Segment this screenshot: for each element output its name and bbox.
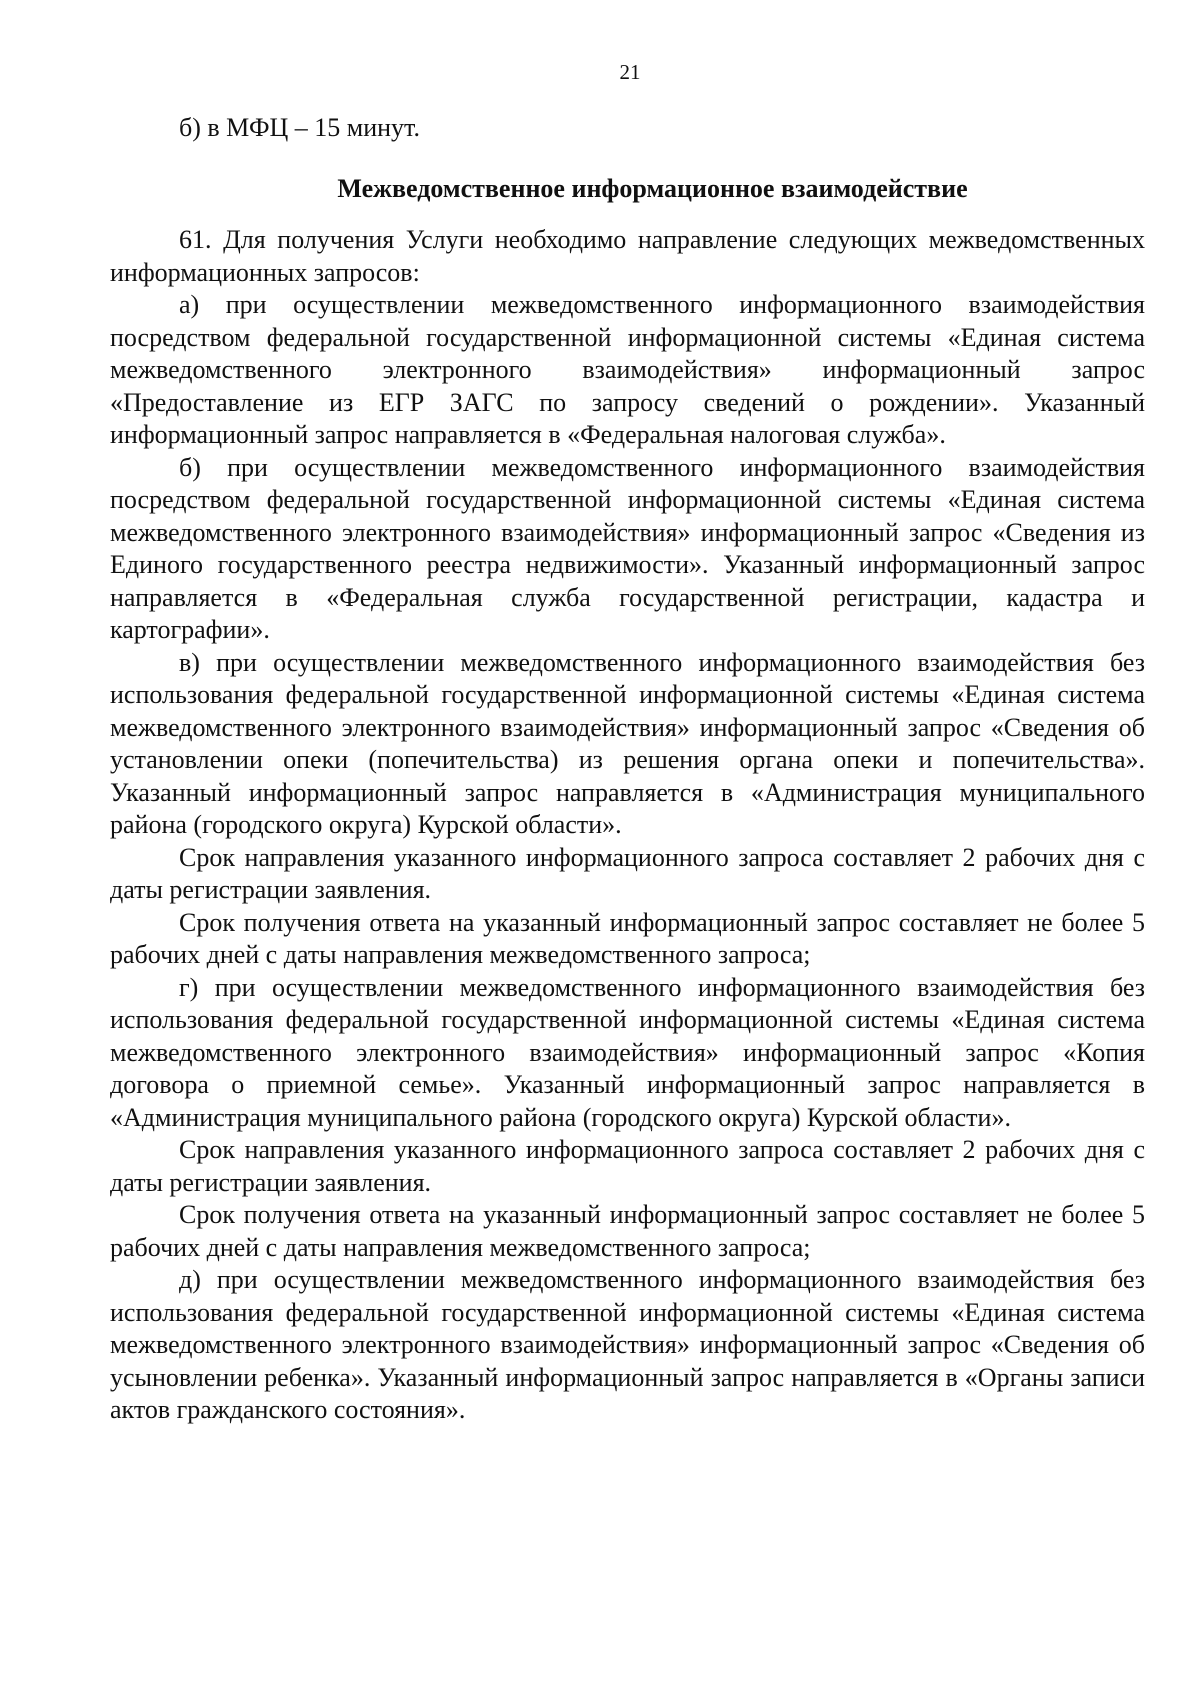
paragraph-response-deadline: Срок получения ответа на указанный информационный запрос составляет не более 5 рабочих дней с даты направления межведомственного запроса; (110, 1200, 1145, 1262)
paragraph-61-intro: 61. Для получения Услуги необходимо направление следующих межведомственных информационных запросов: (110, 225, 1145, 287)
opening-item: б) в МФЦ – 15 минут. (179, 113, 420, 142)
paragraph-item-a: а) при осуществлении межведомственного информационного взаимодействия посредством федеральной государственной информационной системы «Единая система межведомственного электронного взаимодействия» информационный запрос «Предоставление из ЕГР ЗАГС по запросу сведений о рождении». Указанный информационный запрос направляется в «Федеральная налоговая служба». (110, 290, 1145, 449)
paragraph-item-g: г) при осуществлении межведомственного информационного взаимодействия без использования федеральной государственной информационной системы «Единая система межведомственного электронного взаимодействия» информационный запрос «Копия договора о приемной семье». Указанный информационный запрос направляется в «Администрация муниципального района (городского округа) Курской области». (110, 972, 1145, 1132)
document-body (110, 112, 1145, 1427)
paragraph-item-b: б) при осуществлении межведомственного информационного взаимодействия посредством федеральной государственной информационной системы «Единая система межведомственного электронного взаимодействия» информационный запрос «Сведения из Единого государственного реестра недвижимости». Указанный информационный запрос направляется в «Федеральная служба государственной регистрации, кадастра и картографии». (110, 452, 1145, 644)
paragraph-request-deadline: Срок направления указанного информационного запроса составляет 2 рабочих дня с даты регистрации заявления. (110, 842, 1145, 904)
paragraph-item-d: д) при осуществлении межведомственного информационного взаимодействия без использования федеральной государственной информационной системы «Единая система межведомственного электронного взаимодействия» информационный запрос «Сведения об усыновлении ребенка». Указанный информационный запрос направляется в «Органы записи актов гражданского состояния». (110, 1265, 1145, 1424)
paragraph-item-v: в) при осуществлении межведомственного информационного взаимодействия без использования федеральной государственной информационной системы «Единая система межведомственного электронного взаимодействия» информационный запрос «Сведения об установлении опеки (попечительства) из решения органа опеки и попечительства». Указанный информационный запрос направляется в «Администрация муниципального района (городского округа) Курской области». (110, 647, 1145, 839)
paragraph-response-deadline: Срок получения ответа на указанный информационный запрос составляет не более 5 рабочих дней с даты направления межведомственного запроса; (110, 907, 1145, 969)
section-heading: Межведомственное информационное взаимодействие (337, 173, 968, 203)
page-number: 21 (619, 60, 641, 84)
paragraph-request-deadline: Срок направления указанного информационного запроса составляет 2 рабочих дня с даты регистрации заявления. (110, 1135, 1145, 1197)
